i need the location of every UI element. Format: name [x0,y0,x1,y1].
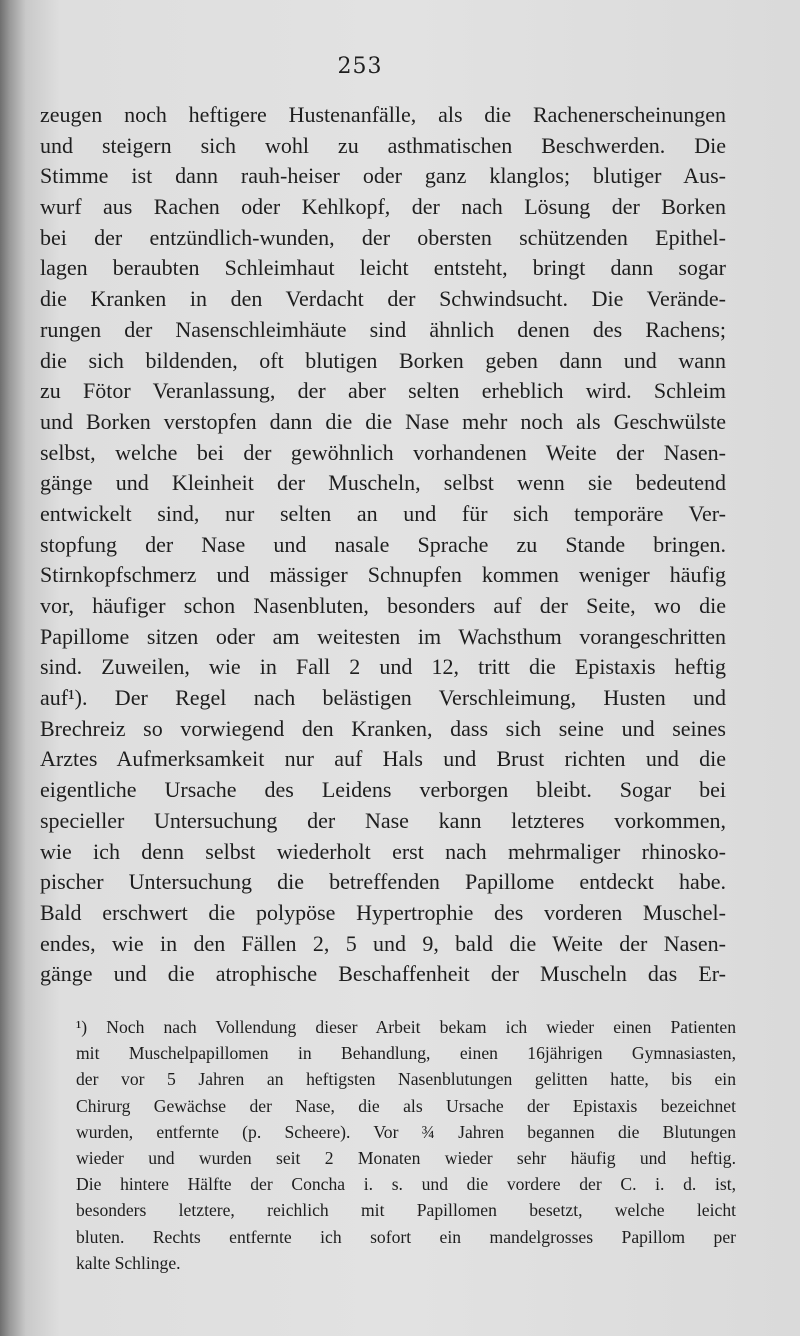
footnote-line: mit Muschelpapillomen in Behandlung, einen 16jährigen Gymnasiasten, [76,1043,736,1064]
text-line: Brechreiz so vorwiegend den Kranken, dass sich seine und seines [40,715,726,741]
footnote [76,1014,736,1276]
footnote-line: wieder und wurden seit 2 Monaten wieder sehr häufig und heftig. [76,1147,736,1168]
text-line: Papillome sitzen oder am weitesten im Wachsthum vorangeschritten [40,623,726,649]
text-line: vor, häufiger schon Nasenbluten, besonders auf der Seite, wo die [40,593,726,618]
footnote-line: Chirurg Gewächse der Nase, die als Ursache der Epistaxis bezeichnet [76,1095,736,1116]
text-line: lagen beraubten Schleimhaut leicht entsteht, bringt dann sogar [40,255,726,281]
text-line: und Borken verstopfen dann die die Nase mehr noch als Geschwülste [40,408,726,434]
text-line: sind. Zuweilen, wie in Fall 2 und 12, tritt die Epistaxis heftig [40,654,726,680]
footnote-line: wurden, entfernte (p. Scheere). Vor ¾ Jahren begannen die Blutungen [76,1121,736,1142]
footnote-line: der vor 5 Jahren an heftigsten Nasenblutungen gelitten hatte, bis ein [76,1069,736,1090]
text-line: endes, wie in den Fällen 2, 5 und 9, bald die Weite der Nasen- [40,930,726,956]
text-line: gänge und Kleinheit der Muscheln, selbst wenn sie bedeutend [40,470,726,496]
text-line: selbst, welche bei der gewöhnlich vorhandenen Weite der Nasen- [40,439,726,465]
footnote-line: bluten. Rechts entfernte ich sofort ein mandelgrosses Papillom per [76,1226,736,1247]
text-line: die Kranken in den Verdacht der Schwindsucht. Die Verände- [40,286,726,312]
footnote-line: besonders letztere, reichlich mit Papillomen besetzt, welche leicht [76,1200,736,1221]
text-line: Stirnkopfschmerz und mässiger Schnupfen kommen weniger häufig [40,562,726,588]
text-line: Arztes Aufmerksamkeit nur auf Hals und Brust richten und die [40,746,726,772]
text-line: gänge und die atrophische Beschaffenheit der Muscheln das Er- [40,961,726,987]
text-line: wurf aus Rachen oder Kehlkopf, der nach Lösung der Borken [40,194,726,220]
text-line: eigentliche Ursache des Leidens verborgen bleibt. Sogar bei [40,777,726,803]
footnote-line: kalte Schlinge. [76,1252,181,1273]
text-line: die sich bildenden, oft blutigen Borken geben dann und wann [40,347,726,373]
text-line: pischer Untersuchung die betreffenden Papillome entdeckt habe. [40,869,726,895]
text-line: wie ich denn selbst wiederholt erst nach mehrmaliger rhinosko- [40,838,726,864]
page-number: 253 [337,54,383,79]
text-line: specieller Untersuchung der Nase kann letzteres vorkommen, [40,807,726,833]
footnote-line: Die hintere Hälfte der Concha i. s. und die vordere der C. i. d. ist, [76,1174,736,1195]
text-line: auf¹). Der Regel nach belästigen Verschleimung, Husten und [40,685,726,711]
text-line: und steigern sich wohl zu asthmatischen Beschwerden. Die [40,132,726,158]
text-line: zeugen noch heftigere Hustenanfälle, als die Rachenerscheinungen [40,102,726,127]
text-line: Bald erschwert die polypöse Hypertrophie des vorderen Muschel- [40,899,726,925]
text-line: bei der entzündlich-wunden, der obersten schützenden Epithel- [40,224,726,250]
text-line: entwickelt sind, nur selten an und für sich temporäre Ver- [40,500,726,526]
text-line: Stimme ist dann rauh-heiser oder ganz klanglos; blutiger Aus- [40,163,726,189]
footnote-line: ¹) Noch nach Vollendung dieser Arbeit bekam ich wieder einen Patienten [76,1017,736,1037]
text-line: rungen der Nasenschleimhäute sind ähnlich denen des Rachens; [40,316,726,342]
main-text [40,100,726,990]
text-line: zu Fötor Veranlassung, der aber selten erheblich wird. Schleim [40,378,726,404]
text-line: stopfung der Nase und nasale Sprache zu Stande bringen. [40,531,726,557]
